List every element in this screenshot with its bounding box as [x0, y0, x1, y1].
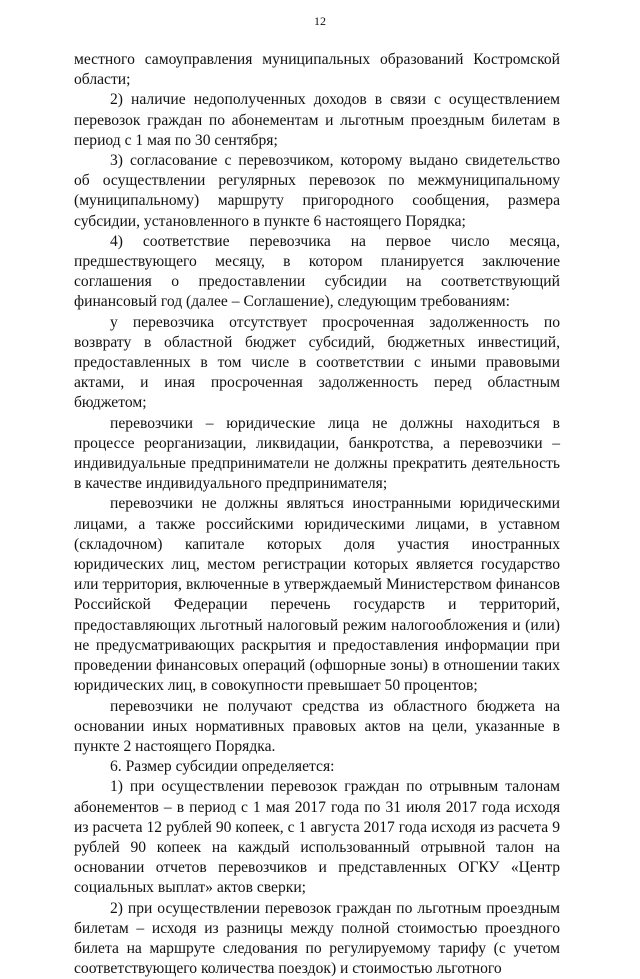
paragraph: 1) при осуществлении перевозок граждан по отрывным талонам абонементов – в период с 1 мая 2017 года по 31 июля 2017 года исходя из расчета 12 рублей 90 копеек, с 1 августа 2017 года исходя из расчета 9 рублей 90 копеек на каждый использованный отрывной талон на основании отчетов перевозчиков и представленных ОГКУ «Центр социальных выплат» актов сверки; [74, 778, 560, 897]
paragraph: 6. Размер субсидии определяется: [110, 758, 335, 776]
page-number: 12 [314, 14, 326, 28]
paragraph: перевозчики не должны являться иностранными юридическими лицами, а также российскими юридическими лицами, в уставном (складочном) капитале которых доля участия иностранных юридических лиц, местом регистрации которых является государство или территория, включенные в утверждаемый Министерством финансов Российской Федерации перечень государств и территорий, предоставляющих льготный налоговый режим налогообложения и (или) не предусматривающих раскрытия и предоставления информации при проведении финансовых операций (офшорные зоны) в отношении таких юридических лиц, в совокупности превышает 50 процентов; [74, 495, 560, 695]
paragraph: у перевозчика отсутствует просроченная задолженность по возврату в областной бюджет субсидий, бюджетных инвестиций, предоставленных в том числе в соответствии с иными правовыми актами, и иная просроченная задолженность перед областным бюджетом; [74, 313, 560, 412]
paragraph: перевозчики не получают средства из областного бюджета на основании иных нормативных правовых актов на цели, указанные в пункте 2 настоящего Порядка. [74, 697, 560, 755]
paragraph: перевозчики – юридические лица не должны находиться в процессе реорганизации, ликвидации, банкротства, а перевозчики – индивидуальные предприниматели не должны прекратить деятельность в качестве индивидуального предпринимателя; [74, 414, 560, 493]
paragraph: 3) согласование с перевозчиком, которому выдано свидетельство об осуществлении регулярных перевозок по межмуниципальному (муниципальному) маршруту пригородного сообщения, размера субсидии, установленного в пункте 6 настоящего Порядка; [74, 152, 560, 230]
paragraph: 2) наличие недополученных доходов в связи с осуществлением перевозок граждан по абонементам и льготным проездным билетам в период с 1 мая по 30 сентября; [74, 91, 560, 149]
document-body [74, 50, 560, 979]
paragraph: 2) при осуществлении перевозок граждан по льготным проездным билетам – исходя из разницы между полной стоимостью проездного билета на маршруте следования по регулируемому тарифу (с учетом соответствующего количества поездок) и стоимостью льготного [74, 899, 560, 978]
paragraph: 4) соответствие перевозчика на первое число месяца, предшествующего месяцу, в котором планируется заключение соглашения о предоставлении субсидии на соответствующий финансовый год (далее – Соглашение), следующим требованиям: [74, 232, 560, 311]
paragraph: местного самоуправления муниципальных образований Костромской области; [74, 51, 560, 89]
